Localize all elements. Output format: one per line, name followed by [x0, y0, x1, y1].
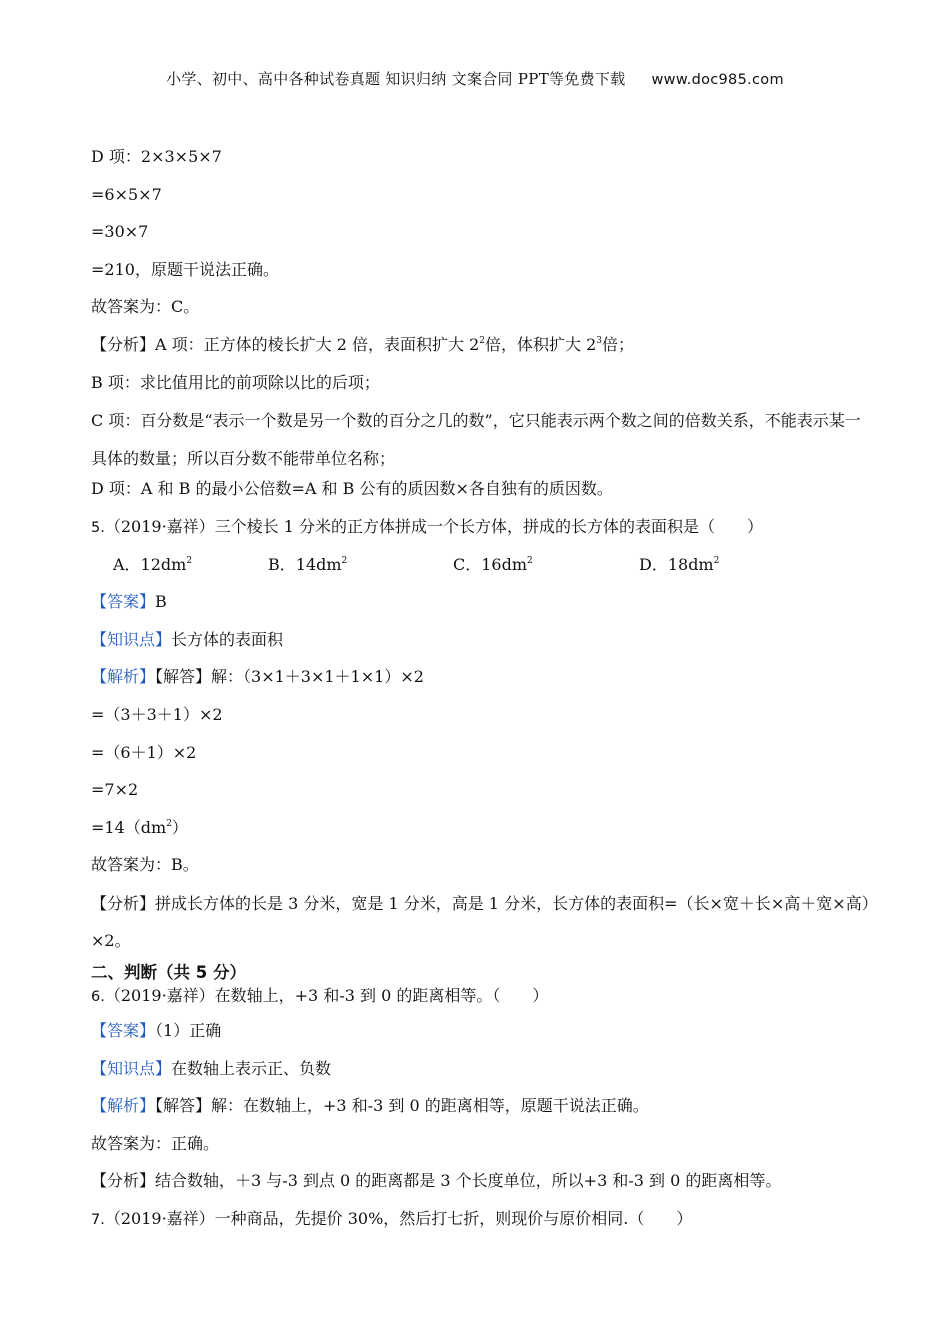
solution-result — [91, 816, 871, 854]
answer-value: （1）正确 — [155, 1021, 222, 1041]
analysis-b: B 项：求比值用比的前项除以比的后项； — [91, 372, 380, 392]
analysis-a-text: 倍； — [602, 334, 635, 354]
result-text: ） — [171, 817, 188, 837]
question-7 — [91, 1207, 871, 1245]
knowledge-tag: 【知识点】 — [91, 629, 172, 649]
analysis-tag: 【分析】 — [91, 893, 156, 913]
result-text: =14（dm — [91, 817, 167, 837]
analysis-a-text: 倍，体积扩大 2 — [485, 334, 597, 354]
option-d[interactable] — [639, 553, 719, 591]
knowledge-value: 长方体的表面积 — [171, 629, 284, 649]
solution-line — [91, 665, 871, 703]
solution-tag: 【解析】 — [91, 1096, 156, 1116]
solution-head: 【解答】解：（3×1＋3×1＋1×1）×2 — [155, 667, 424, 687]
header-text: 小学、初中、高中各种试卷真题 知识归纳 文案合同 PPT等免费下载 — [166, 70, 626, 88]
text-line: =30×7 — [91, 222, 149, 242]
knowledge-value: 在数轴上表示正、负数 — [171, 1058, 332, 1078]
question-text: （2019·嘉祥）三个棱长 1 分米的正方体拼成一个长方体，拼成的长方体的表面积是（ ） — [104, 516, 764, 536]
option-label: D．18dm — [639, 554, 714, 574]
knowledge-line — [91, 1057, 871, 1095]
text-line: =6×5×7 — [91, 184, 162, 204]
question-number: 5. — [91, 519, 105, 536]
question-text: （2019·嘉祥）在数轴上，+3 和-3 到 0 的距离相等。（ ） — [104, 986, 549, 1006]
analysis-a-text: A 项：正方体的棱长扩大 2 倍，表面积扩大 2 — [155, 334, 480, 354]
section-title: 二、判断（共 5 分） — [91, 963, 246, 983]
conclusion-line: 故答案为：B。 — [91, 855, 199, 875]
header-site: www.doc985.com — [651, 72, 784, 88]
option-row — [91, 553, 871, 591]
solution-tag: 【解析】 — [91, 667, 156, 687]
solution-step: =（6＋1）×2 — [91, 742, 197, 762]
solution-text: 【解答】解：在数轴上，+3 和-3 到 0 的距离相等，原题干说法正确。 — [155, 1096, 649, 1116]
answer-value: B — [155, 592, 167, 612]
superscript: 2 — [713, 555, 720, 566]
analysis-c: C 项：百分数是“表示一个数是另一个数的百分之几的数”，它只能表示两个数之间的倍数关系，不能表示某一具体的数量；所以百分数不能带单位名称； — [91, 411, 861, 468]
analysis-line — [91, 1169, 871, 1207]
question-6 — [91, 984, 871, 1019]
option-label: C．16dm — [453, 554, 528, 574]
superscript: 3 — [596, 335, 603, 346]
text-line: =210，原题干说法正确。 — [91, 259, 279, 279]
analysis-text: 结合数轴，＋3 与-3 到点 0 的距离都是 3 个长度单位，所以+3 和-3 到 0 的距离相等。 — [155, 1171, 782, 1191]
knowledge-tag: 【知识点】 — [91, 1058, 172, 1078]
analysis-tag: 【分析】 — [91, 334, 156, 354]
analysis-tag: 【分析】 — [91, 1171, 156, 1191]
solution-step: =（3＋3＋1）×2 — [91, 704, 223, 724]
answer-tag: 【答案】 — [91, 592, 156, 612]
solution-line — [91, 1094, 871, 1132]
answer-tag: 【答案】 — [91, 1021, 156, 1041]
superscript: 2 — [186, 555, 193, 566]
question-number: 7. — [91, 1212, 105, 1229]
analysis-text: 拼成长方体的长是 3 分米，宽是 1 分米，高是 1 分米，长方体的表面积=（长×宽＋长×高＋宽×高）×2。 — [91, 893, 870, 951]
option-label: B．14dm — [268, 554, 342, 574]
answer-line — [91, 590, 871, 628]
page-header — [0, 68, 950, 89]
option-c[interactable] — [453, 553, 639, 591]
option-label: A．12dm — [113, 554, 187, 574]
analysis-line — [91, 885, 871, 960]
option-a[interactable] — [113, 553, 268, 591]
superscript: 2 — [527, 555, 533, 566]
superscript: 2 — [479, 335, 486, 346]
document-body — [91, 145, 871, 1245]
solution-step: =7×2 — [91, 780, 139, 800]
analysis-d: D 项：A 和 B 的最小公倍数=A 和 B 公有的质因数×各自独有的质因数。 — [91, 479, 613, 499]
question-number: 6. — [91, 989, 105, 1006]
question-text: （2019·嘉祥）一种商品，先提价 30%，然后打七折，则现价与原价相同.（ ） — [104, 1209, 693, 1229]
text-line: D 项：2×3×5×7 — [91, 147, 222, 166]
question-5 — [91, 515, 871, 553]
option-b[interactable] — [268, 553, 453, 591]
superscript: 2 — [341, 555, 348, 566]
analysis-a — [91, 333, 871, 371]
knowledge-line — [91, 628, 871, 666]
answer-line — [91, 1019, 871, 1057]
superscript: 2 — [166, 818, 172, 829]
conclusion-line: 故答案为：正确。 — [91, 1133, 220, 1153]
text-line: 故答案为：C。 — [91, 297, 200, 317]
